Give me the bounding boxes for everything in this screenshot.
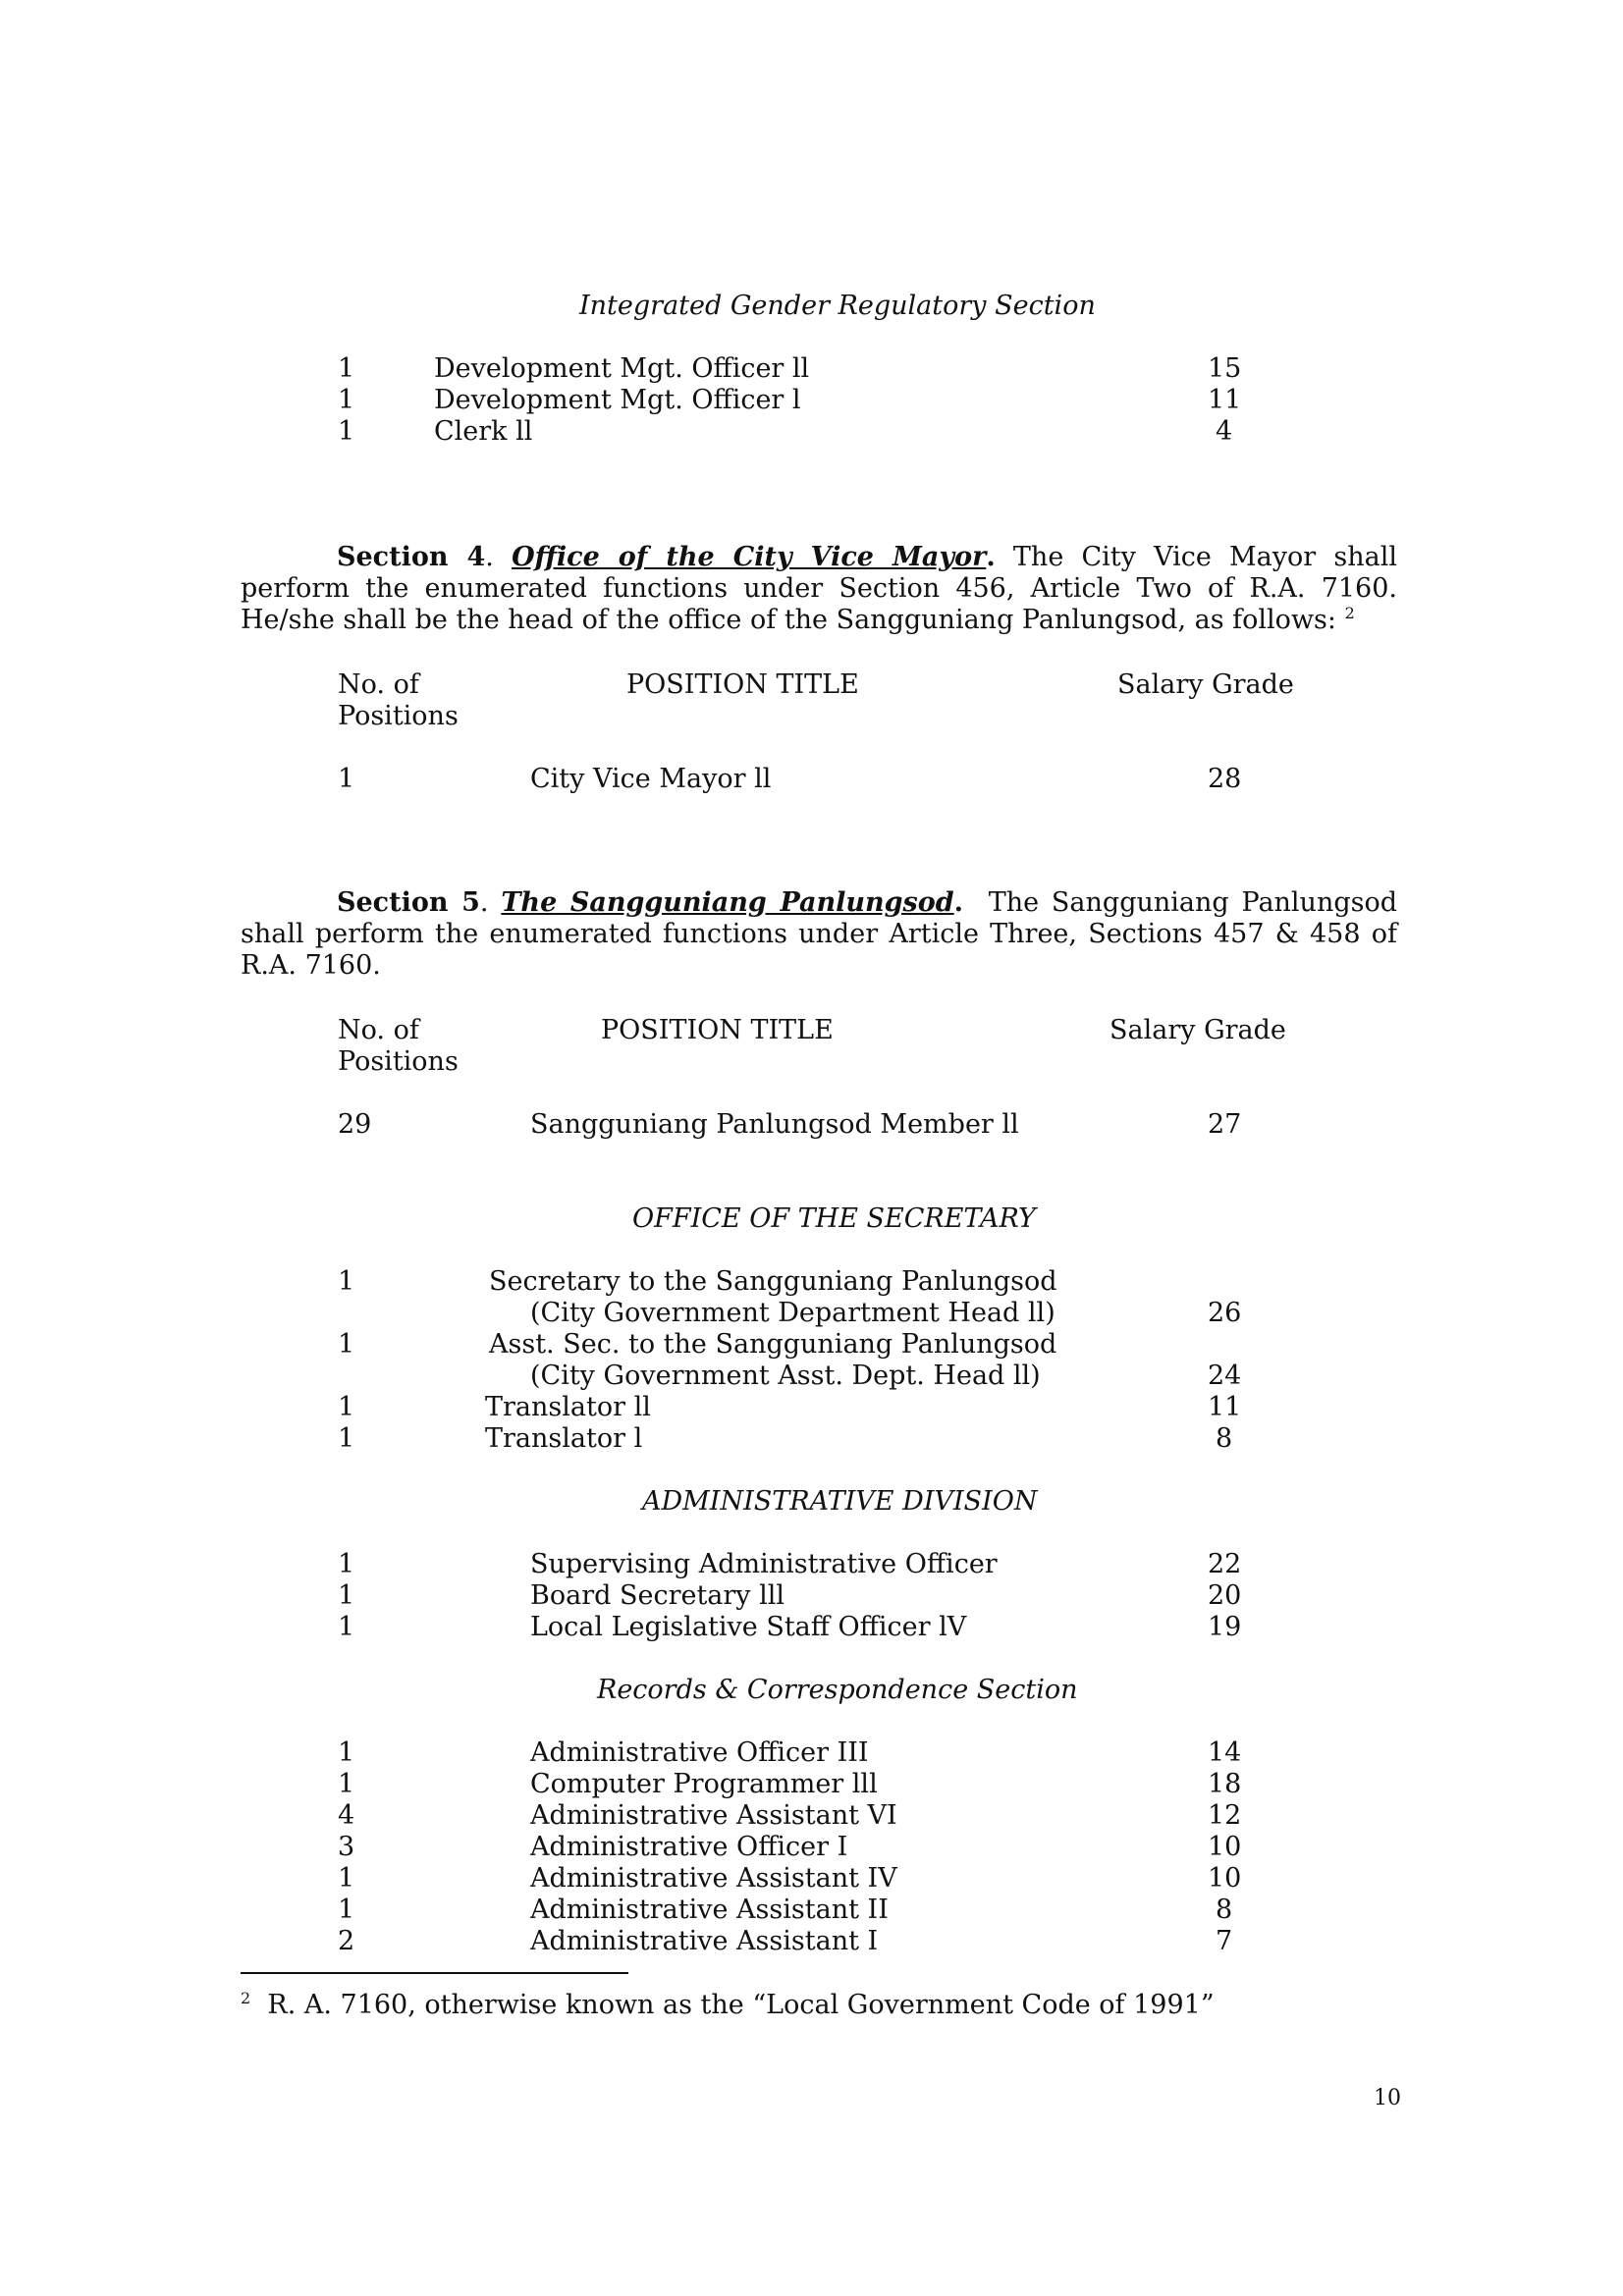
table-row-num: 1 [338, 1549, 355, 1579]
column-header-num: No. of [338, 1015, 419, 1045]
table-row-title: Translator l [485, 1423, 643, 1454]
table-row-title: Secretary to the Sangguniang Panlungsod [489, 1266, 1057, 1297]
table-row-num: 1 [338, 1392, 355, 1422]
column-header-num-2: Positions [338, 1046, 459, 1077]
table-row-num: 1 [338, 1769, 355, 1799]
section-4-paragraph: Section 4. Office of the City Vice Mayor. The City Vice Mayor shall perform the enumerated functions under Section 456, Article Two of R.A. 7160. He/she shall be the head of the office of the Sangguniang Panlungsod, as follows: $^2$ [241, 542, 1397, 635]
section-5-label: Section 5 [337, 887, 480, 918]
admin-heading: ADMINISTRATIVE DIVISION [642, 1486, 1038, 1517]
table-row-num: 1 [338, 1580, 355, 1611]
section-5-title: The Sangguniang Panlungsod [501, 887, 954, 918]
table-row-title: Administrative Assistant IV [530, 1863, 897, 1894]
table-row-num: 1 [338, 353, 355, 384]
table-row-title: Development Mgt. Officer ll [434, 353, 810, 384]
table-row-title: Computer Programmer lll [530, 1769, 878, 1799]
records-heading: Records & Correspondence Section [597, 1675, 1078, 1705]
table-row-title: Local Legislative Staff Officer lV [530, 1612, 967, 1642]
section-4-title: Office of the City Vice Mayor [512, 542, 987, 572]
table-row-grade: 24 [1208, 1361, 1242, 1391]
table-row-title: Administrative Officer III [530, 1737, 869, 1768]
table-row-subtitle: (City Government Asst. Dept. Head ll) [530, 1361, 1041, 1391]
table-row-num: 1 [338, 1863, 355, 1894]
table-row-grade: 10 [1208, 1863, 1242, 1894]
section-4-text: The City Vice Mayor shall perform the enumerated functions under Section 456, Article Two of R.A. 7160. He/she shall be the head of the office of the Sangguniang Panlungsod, as follows: [241, 542, 1397, 635]
column-header-num-2: Positions [338, 701, 459, 731]
column-header-grade: Salary Grade [1117, 669, 1294, 700]
table-row-title: Supervising Administrative Officer [530, 1549, 998, 1579]
table-row-grade: 18 [1208, 1769, 1242, 1799]
table-row-grade: 11 [1208, 385, 1242, 415]
footnote-ref: 2 [1344, 604, 1355, 622]
column-header-num: No. of [338, 669, 419, 700]
table-row-title: Sangguniang Panlungsod Member ll [530, 1109, 1019, 1140]
table-row-title: Clerk ll [434, 416, 533, 447]
footnote [241, 1990, 1215, 2021]
table-row-num: 29 [338, 1109, 372, 1140]
table-row-grade: 28 [1208, 764, 1242, 794]
igrs-heading: Integrated Gender Regulatory Section [579, 291, 1096, 321]
section-4-label: Section 4 [337, 542, 486, 572]
table-row-num: 1 [338, 1737, 355, 1768]
table-row-grade: 26 [1208, 1298, 1242, 1328]
table-row-title: Translator ll [485, 1392, 651, 1422]
page-number: 10 [1374, 2086, 1401, 2110]
table-row-title: Administrative Assistant VI [530, 1800, 897, 1831]
table-row-num: 1 [338, 1329, 355, 1360]
table-row-title: City Vice Mayor ll [530, 764, 772, 794]
footnote-text: R. A. 7160, otherwise known as the “Local Government Code of 1991” [267, 1990, 1215, 2020]
footnote-marker: 2 [241, 1989, 251, 2007]
table-row-grade: 8 [1216, 1423, 1233, 1454]
table-row-num: 4 [338, 1800, 355, 1831]
table-row-grade: 4 [1216, 416, 1233, 447]
table-row-grade: 8 [1216, 1895, 1233, 1925]
table-row-num: 1 [338, 416, 355, 447]
table-row-num: 1 [338, 1612, 355, 1642]
table-row-grade: 22 [1208, 1549, 1242, 1579]
table-row-grade: 14 [1208, 1737, 1242, 1768]
column-header-grade: Salary Grade [1109, 1015, 1286, 1045]
table-row-grade: 20 [1208, 1580, 1242, 1611]
table-row-title: Administrative Assistant II [530, 1895, 889, 1925]
table-row-subtitle: (City Government Department Head ll) [530, 1298, 1055, 1328]
table-row-num: 1 [338, 1895, 355, 1925]
table-row-title: Administrative Assistant I [530, 1926, 879, 1956]
table-row-grade: 7 [1216, 1926, 1233, 1956]
section-5-text: The Sangguniang Panlungsod shall perform the enumerated functions under Article Three, Sections 457 & 458 of R.A. 7160. [241, 887, 1398, 981]
column-header-title: POSITION TITLE [626, 669, 859, 700]
footnote-divider [241, 1972, 628, 1974]
table-row-num: 1 [338, 764, 355, 794]
table-row-title: Asst. Sec. to the Sangguniang Panlungsod [489, 1329, 1057, 1360]
table-row-grade: 12 [1208, 1800, 1242, 1831]
table-row-title: Administrative Officer I [530, 1832, 848, 1862]
table-row-num: 1 [338, 385, 355, 415]
column-header-title: POSITION TITLE [601, 1015, 834, 1045]
table-row-title: Development Mgt. Officer l [434, 385, 801, 415]
table-row-num: 1 [338, 1423, 355, 1454]
table-row-title: Board Secretary lll [530, 1580, 785, 1611]
table-row-num: 1 [338, 1266, 355, 1297]
table-row-num: 2 [338, 1926, 355, 1956]
table-row-grade: 11 [1208, 1392, 1242, 1422]
table-row-grade: 27 [1208, 1109, 1242, 1140]
table-row-grade: 10 [1208, 1832, 1242, 1862]
table-row-num: 3 [338, 1832, 355, 1862]
section-5-paragraph: Section 5. The Sangguniang Panlungsod. The Sangguniang Panlungsod shall perform the enumerated functions under Article Three, Sections 457 & 458 of R.A. 7160. [241, 887, 1398, 981]
table-row-grade: 19 [1208, 1612, 1242, 1642]
secretary-heading: OFFICE OF THE SECRETARY [632, 1203, 1036, 1234]
table-row-grade: 15 [1208, 353, 1242, 384]
